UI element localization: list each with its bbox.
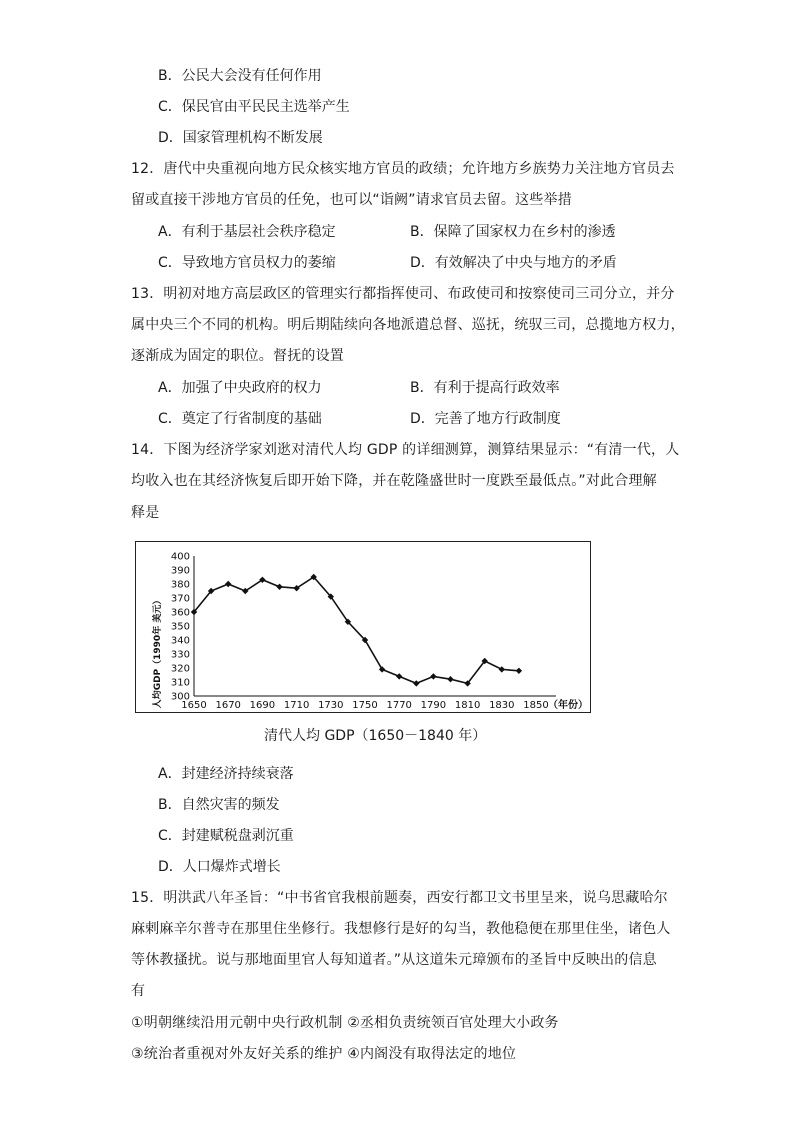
y-tick-label: 320 (170, 663, 190, 675)
q13-option-a: A．加强了中央政府的权力 (158, 380, 322, 396)
q12-option-c: C．导致地方官员权力的萎缩 (158, 255, 336, 271)
x-tick-label: 1810 (454, 700, 481, 711)
x-tick-label: 1770 (386, 700, 412, 711)
q15-stem-line-3: 等休教搔扰。说与那地面里官人每知道者。”从这道朱元璋颁布的圣旨中反映出的信息 (131, 952, 657, 968)
gdp-data-point (430, 673, 436, 679)
q12-option-d: D．有效解决了中央与地方的矛盾 (410, 255, 617, 271)
q13-option-d: D．完善了地方行政制度 (410, 411, 561, 427)
x-tick-label: 1670 (215, 700, 241, 711)
y-tick-label: 400 (170, 551, 190, 563)
q15-choice-line-1: ①明朝继续沿用元朝中央行政机制 ②丞相负责统领百官处理大小政务 (131, 1015, 559, 1031)
q15-stem-line-1: 15．明洪武八年圣旨：“中书省官我根前题奏，西安行都卫文书里呈来，说乌思藏哈尔 (131, 890, 668, 906)
gdp-data-point (396, 673, 402, 679)
q12-option-a: A．有利于基层社会秩序稳定 (158, 224, 336, 240)
chart-caption: 清代人均 GDP（1650－1840 年） (264, 728, 487, 744)
q15-choice-line-2: ③统治者重视对外友好关系的维护 ④内阁没有取得法定的地位 (131, 1046, 517, 1062)
q14-option-c: C．封建赋税盘剥沉重 (158, 828, 294, 844)
gdp-data-point (499, 666, 505, 672)
q15-stem-line-4: 有 (131, 983, 146, 999)
q14-option-b: B．自然灾害的频发 (158, 797, 280, 813)
q12-stem-line-1: 12．唐代中央重视向地方民众核实地方官员的政绩；允许地方乡族势力关注地方官员去 (131, 161, 675, 177)
x-tick-label: 1710 (283, 700, 310, 711)
y-tick-label: 370 (170, 593, 190, 605)
q12-stem-line-2: 留或直接干涉地方官员的任免，也可以“诣阙”请求官员去留。这些举措 (131, 192, 572, 208)
q14-option-a: A．封建经济持续衰落 (158, 766, 294, 782)
y-axis-label (151, 596, 163, 709)
q12-option-b: B．保障了国家权力在乡村的渗透 (410, 224, 616, 240)
q11-option-d: D．国家管理机构不断发展 (158, 130, 323, 146)
gdp-line-chart (135, 541, 591, 713)
gdp-series-line (194, 577, 519, 683)
y-tick-label: 360 (170, 607, 190, 619)
q13-option-c: C．奠定了行省制度的基础 (158, 411, 322, 427)
q14-stem-line-3: 释是 (131, 505, 160, 521)
gdp-data-point (413, 680, 419, 686)
q11-option-c: C．保民官由平民民主选举产生 (158, 99, 350, 115)
y-tick-label: 350 (170, 621, 190, 633)
gdp-data-point (379, 666, 385, 672)
y-tick-labels (171, 552, 190, 703)
y-tick-label: 330 (170, 649, 190, 661)
x-tick-label: 1750 (352, 700, 378, 711)
q14-stem-line-1: 14．下图为经济学家刘逖对清代人均 GDP 的详细测算，测算结果显示：“有清一代，人 (131, 442, 680, 458)
x-tick-labels (181, 700, 548, 711)
q13-stem-line-1: 13．明初对地方高层政区的管理实行都指挥使司、布政使司和按察使司三司分立，并分 (131, 286, 675, 302)
y-tick-label: 310 (170, 677, 190, 689)
q11-option-b: B．公民大会没有任何作用 (158, 68, 322, 84)
x-tick-label: 1830 (489, 700, 515, 711)
y-tick-label: 380 (170, 579, 190, 591)
x-tick-label: 1650 (181, 700, 207, 711)
x-tick-label: 1790 (420, 700, 447, 711)
q13-option-b: B．有利于提高行政效率 (410, 380, 560, 396)
y-tick-label: 300 (170, 691, 190, 703)
x-axis-title: （年份） (548, 700, 588, 711)
gdp-data-point (516, 668, 522, 674)
y-tick-label: 340 (170, 635, 190, 647)
gdp-data-point (447, 676, 453, 682)
y-axis-title: 人均GDP（1990年 美元） (153, 595, 163, 709)
q13-stem-line-3: 逐渐成为固定的职位。督抚的设置 (131, 348, 344, 364)
x-tick-label: 1730 (318, 700, 344, 711)
q15-stem-line-2: 麻剌麻辛尔普寺在那里住坐修行。我想修行是好的勾当，教他稳便在那里住坐，诸色人 (131, 921, 671, 937)
q14-option-d: D．人口爆炸式增长 (158, 859, 281, 875)
gdp-data-point (225, 581, 231, 587)
q14-stem-line-2: 均收入也在其经济恢复后即开始下降，并在乾隆盛世时一度跌至最低点。”对此合理解 (131, 473, 657, 489)
x-tick-label: 1690 (249, 700, 276, 711)
q13-stem-line-2: 属中央三个不同的机构。明后期陆续向各地派遣总督、巡抚，统驭三司，总揽地方权力， (131, 317, 685, 333)
x-tick-label: 1850 (523, 700, 549, 711)
gdp-data-point (276, 584, 282, 590)
y-tick-label: 390 (170, 565, 190, 577)
gdp-chart-svg (136, 542, 592, 714)
